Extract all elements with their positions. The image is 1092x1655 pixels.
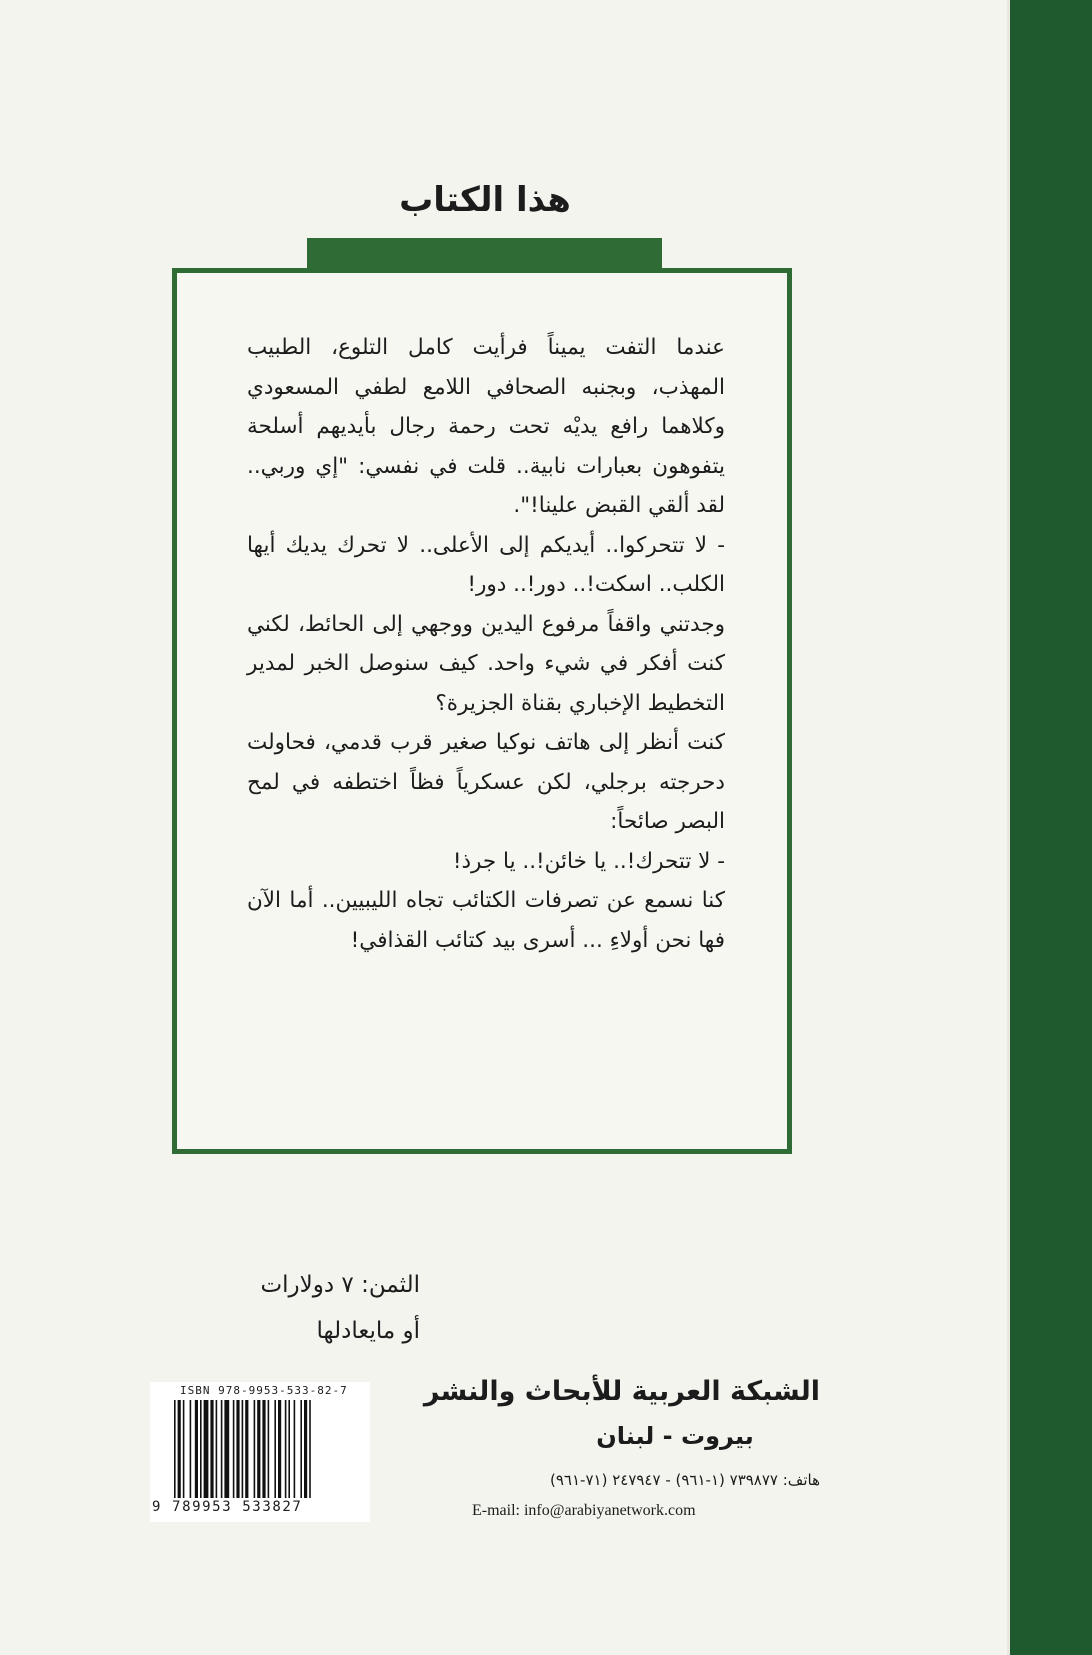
barcode-icon xyxy=(174,1400,354,1498)
barcode-block xyxy=(150,1382,370,1522)
isbn-label: ISBN 978-9953-533-82-7 xyxy=(180,1384,348,1397)
publisher-phone: هاتف: ٧٣٩٨٧٧ (١-٩٦١) - ٢٤٧٩٤٧ (٧١-٩٦١) xyxy=(550,1471,820,1489)
publisher-name: الشبكة العربية للأبحاث والنشر xyxy=(423,1376,820,1407)
excerpt-paragraph: وجدتني واقفاً مرفوع اليدين ووجهي إلى الحائط، لكني كنت أفكر في شيء واحد. كيف سنوصل الخبر لمدير التخطيط الإخباري بقناة الجزيرة؟ xyxy=(247,611,725,716)
excerpt-paragraph: كنا نسمع عن تصرفات الكتائب تجاه الليبيين.. أما الآن فها نحن أولاءِ ... أسرى بيد كتائب القذافي! xyxy=(247,888,725,953)
price-equivalent: أو مايعادلها xyxy=(316,1318,420,1344)
excerpt-text xyxy=(247,328,725,960)
excerpt-paragraph: - لا تتحرك!.. يا خائن!.. يا جرذ! xyxy=(452,848,725,874)
book-spine xyxy=(1010,0,1092,1655)
publisher-email: E-mail: info@arabiyanetwork.com xyxy=(472,1502,696,1519)
publisher-city: بيروت - لبنان xyxy=(596,1422,754,1450)
excerpt-paragraph: - لا تتحركوا.. أيديكم إلى الأعلى.. لا تحرك يديك أيها الكلب.. اسكت!.. دور!.. دور! xyxy=(247,532,725,597)
price-line: الثمن: ٧ دولارات xyxy=(260,1272,420,1298)
section-title: هذا الكتاب xyxy=(399,180,571,220)
price-block xyxy=(160,1262,420,1354)
excerpt-box xyxy=(172,268,792,1154)
barcode-number: 9 789953 533827 xyxy=(152,1499,303,1515)
excerpt-paragraph: كنت أنظر إلى هاتف نوكيا صغير قرب قدمي، فحاولت دحرجته برجلي، لكن عسكرياً فظاً اختطفه في لمح البصر صائحاً: xyxy=(247,730,725,834)
publisher-block xyxy=(420,1370,820,1526)
title-bar xyxy=(307,238,662,268)
excerpt-paragraph: عندما التفت يميناً فرأيت كامل التلوع، الطبيب المهذب، وبجنبه الصحافي اللامع لطفي المسعودي وكلاهما رافع يديْه تحت رحمة رجال بأيديهم أسلحة يتفوهون بعبارات نابية.. قلت في نفسي: "إي وربي.. لقد ألقي القبض علينا!". xyxy=(247,335,725,518)
spine-edge xyxy=(1007,0,1010,1655)
